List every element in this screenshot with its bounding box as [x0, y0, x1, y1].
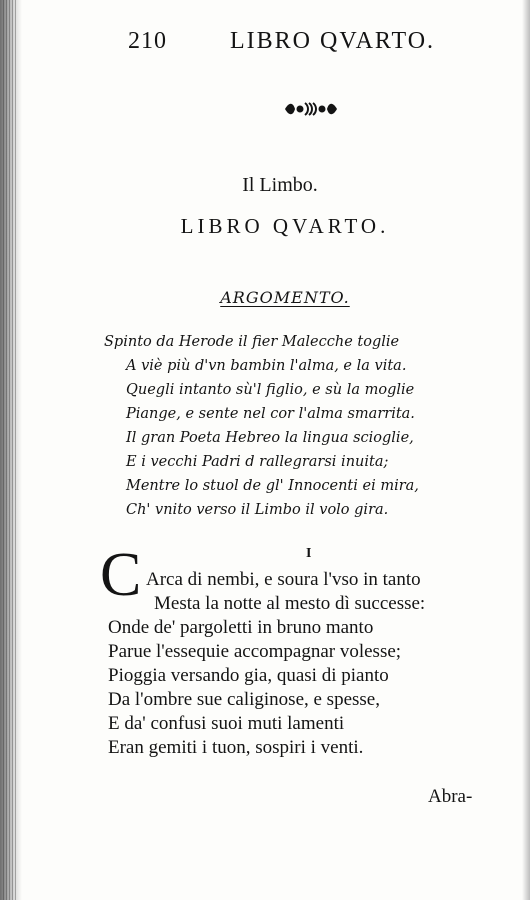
catchword: Abra- [428, 786, 473, 807]
running-title: LIBRO QVARTO. [230, 28, 436, 54]
argument-line: Spinto da Herode il fier Malecche toglie [104, 334, 400, 350]
argument-line: Piange, e sente nel cor l'alma smarrita. [126, 406, 415, 422]
argument-line: Quegli intanto sù'l figlio, e sù la moglie [126, 382, 415, 398]
stanza-line: Parue l'essequie accompagnar volesse; [108, 641, 402, 662]
stanza-number: I [306, 546, 312, 561]
page-edges [3, 0, 17, 900]
argument-line: Mentre lo stuol de gl' Innocenti ei mira, [126, 478, 419, 494]
stanza-line: Arca di nembi, e soura l'vso in tanto [146, 569, 421, 590]
argument-line: Il gran Poeta Hebreo la lingua scioglie, [126, 430, 414, 446]
argument-line: E i vecchi Padri d rallegrarsi inuita; [126, 454, 389, 470]
stanza-line: Eran gemiti i tuon, sospiri i venti. [108, 737, 364, 758]
drop-cap: C [100, 541, 142, 609]
argument-line: Ch' vnito verso il Limbo il volo gira. [126, 502, 389, 518]
printer-ornament-icon [283, 98, 339, 120]
page-number: 210 [128, 28, 167, 54]
stanza-line: E da' confusi suoi muti lamenti [108, 713, 345, 734]
chapter-title: Il Limbo. [242, 174, 318, 196]
book-title: LIBRO QVARTO. [180, 214, 390, 238]
argument-line: A viè più d'vn bambin l'alma, e la vita. [126, 358, 407, 374]
argument-heading: ARGOMENTO. [220, 288, 350, 307]
page-right-edge [522, 0, 530, 900]
stanza-line: Mesta la notte al mesto dì successe: [154, 593, 426, 614]
stanza-line: Da l'ombre sue caliginose, e spesse, [108, 689, 380, 710]
stanza-line: Pioggia versando gia, quasi di pianto [108, 665, 389, 686]
stanza-line: Onde de' pargoletti in bruno manto [108, 617, 374, 638]
binding-gutter [0, 0, 22, 900]
